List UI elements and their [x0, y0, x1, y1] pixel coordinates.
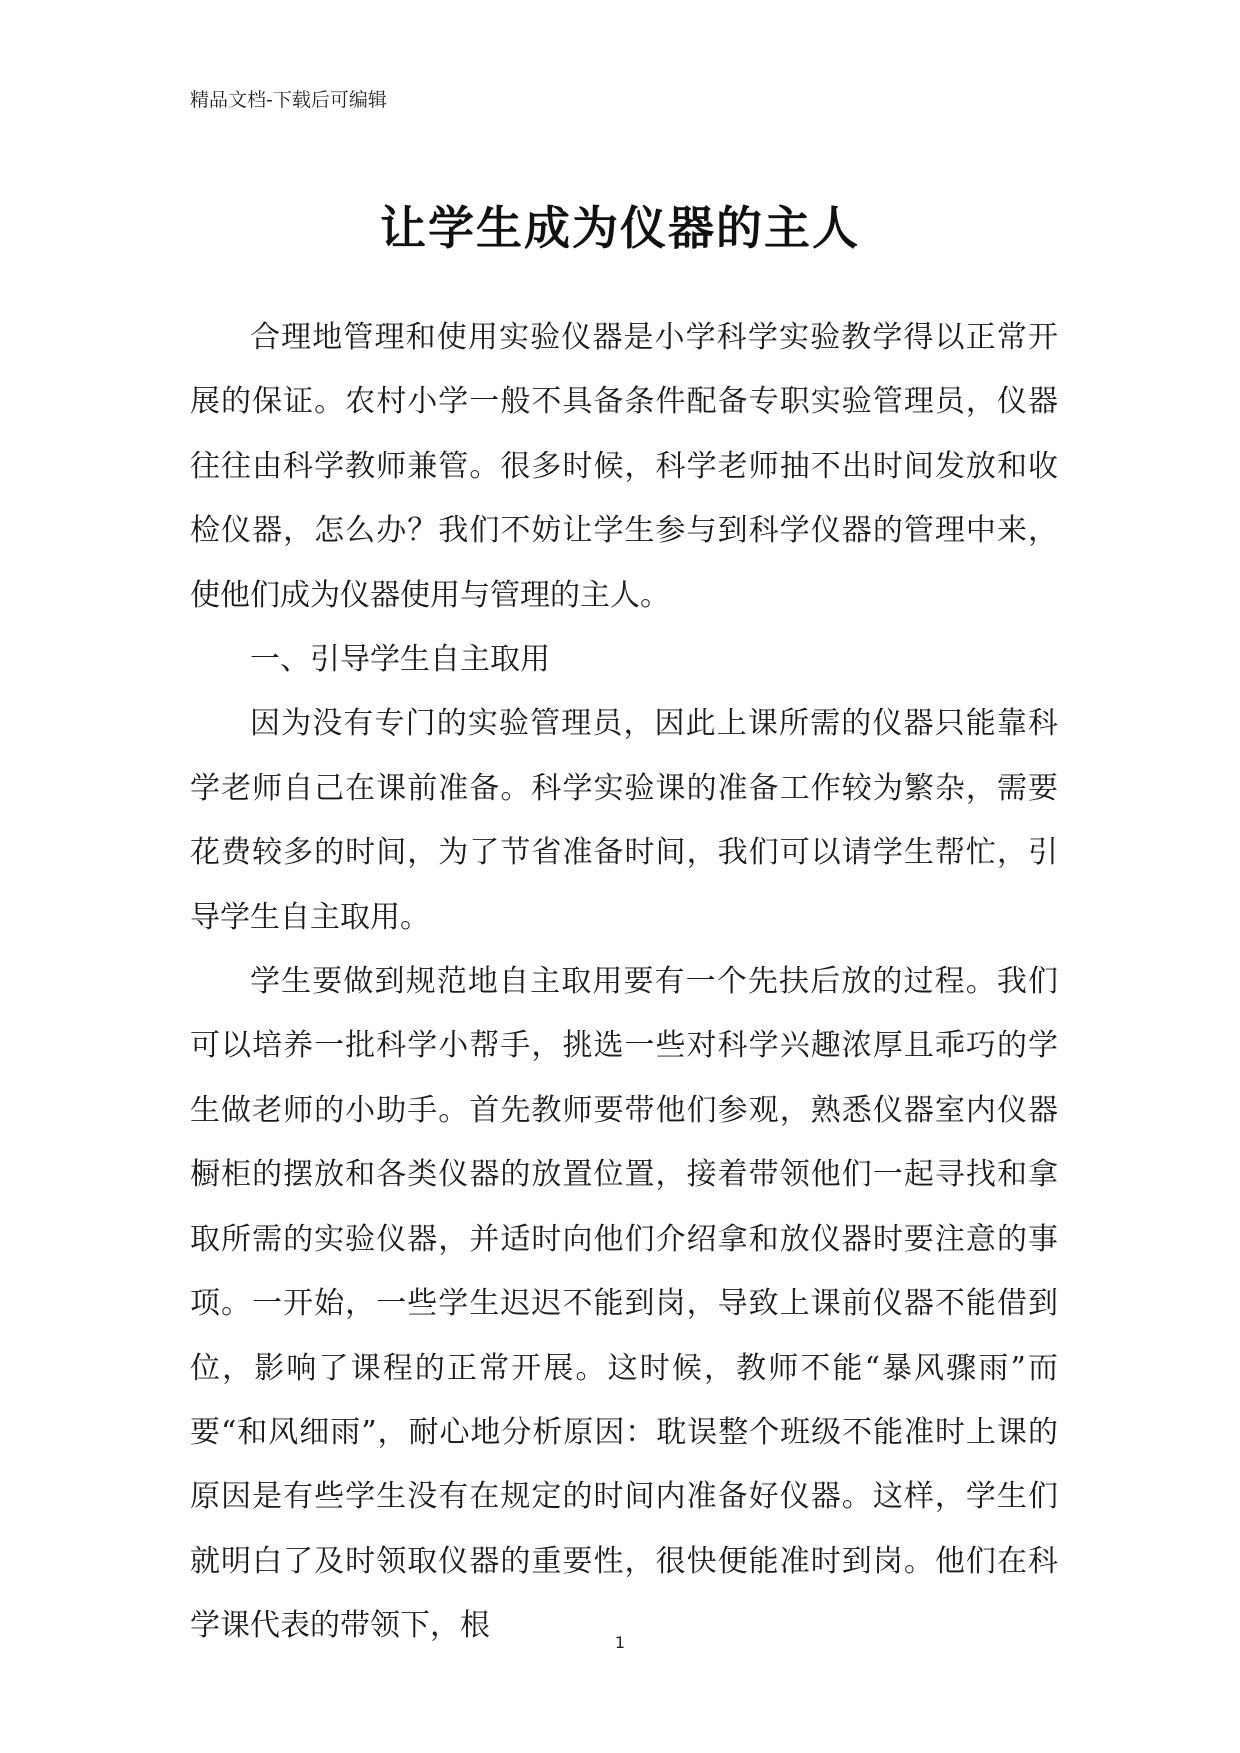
- header-note: 精品文档-下载后可编辑: [190, 89, 387, 111]
- page-number: 1: [614, 1633, 626, 1652]
- paragraph-section-1-a: 因为没有专门的实验管理员，因此上课所需的仪器只能靠科学老师自己在课前准备。科学实验课的准备工作较为繁杂，需要花费较多的时间，为了节省准备时间，我们可以请学生帮忙，引导学生自主取用。: [190, 706, 1058, 935]
- paragraph-section-1-b: 学生要做到规范地自主取用要有一个先扶后放的过程。我们可以培养一批科学小帮手，挑选一些对科学兴趣浓厚且乖巧的学生做老师的小助手。首先教师要带他们参观，熟悉仪器室内仪器橱柜的摆放和各类仪器的放置位置，接着带领他们一起寻找和拿取所需的实验仪器，并适时向他们介绍拿和放仪器时要注意的事项。一开始，一些学生迟迟不能到岗，导致上课前仪器不能借到位，影响了课程的正常开展。这时候，教师不能“暴风骤雨”而要“和风细雨”，耐心地分析原因：耽误整个班级不能准时上课的原因是有些学生没有在规定的时间内准备好仪器。这样，学生们就明白了及时领取仪器的重要性，很快便能准时到岗。他们在科学课代表的带领下，根: [190, 964, 1058, 1644]
- document-body: [190, 306, 1058, 1659]
- paragraph-intro: 合理地管理和使用实验仪器是小学科学实验教学得以正常开展的保证。农村小学一般不具备条件配备专职实验管理员，仪器往往由科学教师兼管。很多时候，科学老师抽不出时间发放和收检仪器，怎么办？我们不妨让学生参与到科学仪器的管理中来，使他们成为仪器使用与管理的主人。: [190, 320, 1058, 613]
- section-heading-1: 一、引导学生自主取用: [250, 642, 550, 678]
- document-title: 让学生成为仪器的主人: [380, 201, 860, 255]
